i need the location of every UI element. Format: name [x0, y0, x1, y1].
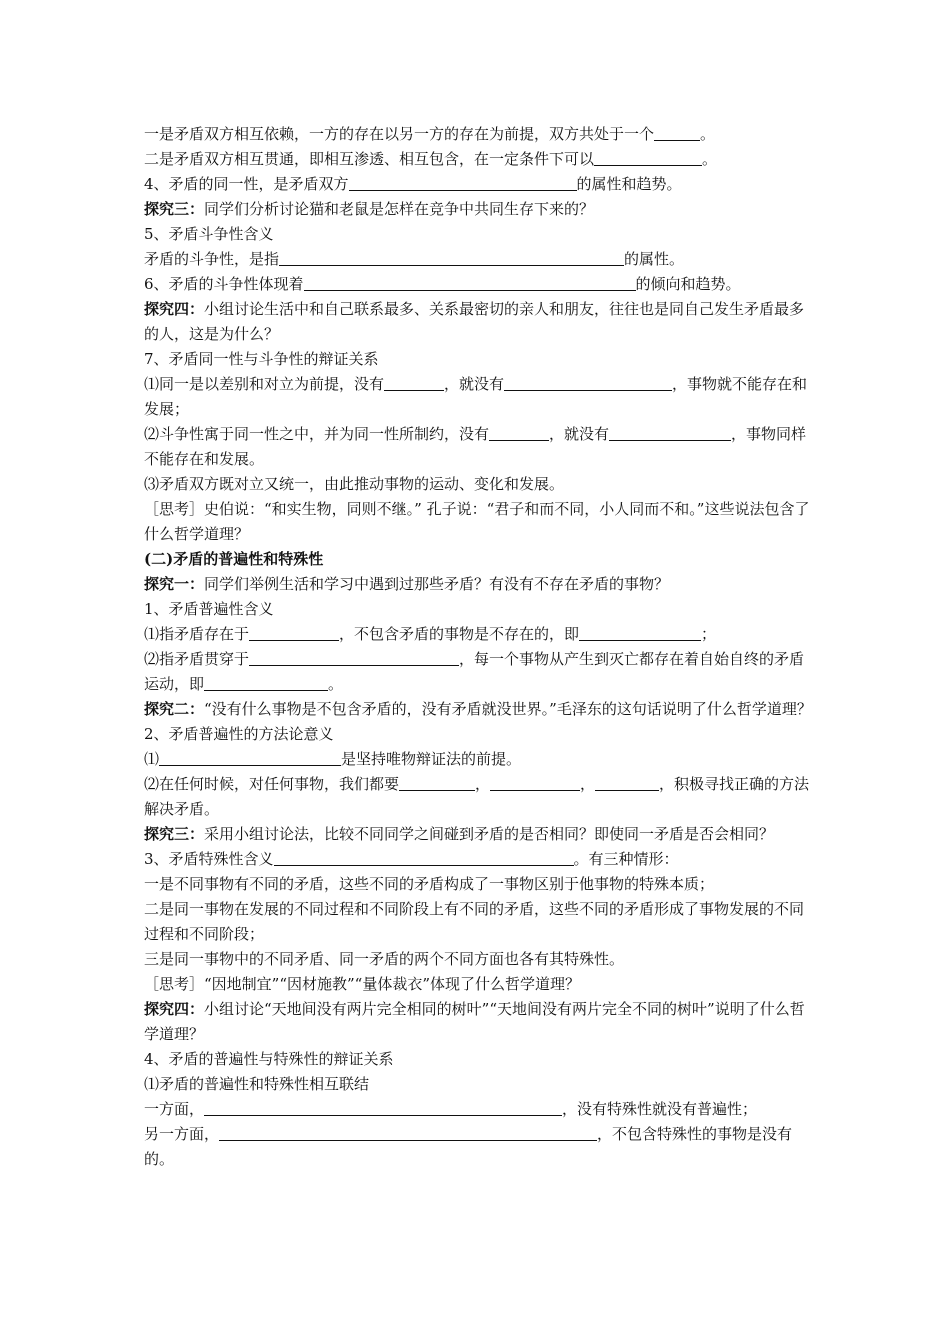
text: 。有三种情形：	[573, 850, 679, 868]
text: ［思考］史伯说：“和实生物，同则不继。” 孔子说：“君子和而不同，小人同而不和。”这些说法包含了什么哲学道理？	[144, 500, 810, 543]
text: 6、矛盾的斗争性体现着	[144, 275, 304, 293]
inquiry-4	[144, 297, 812, 347]
text: 二是同一事物在发展的不同过程和不同阶段上有不同的矛盾，这些不同的矛盾形成了事物发展的不同过程和不同阶段；	[144, 900, 805, 943]
fill-blank	[384, 374, 444, 391]
fill-blank	[504, 374, 672, 391]
text: 4、矛盾的普遍性与特殊性的辩证关系	[144, 1050, 394, 1068]
document-page	[144, 122, 812, 1172]
text: ，不包含特殊性的事物是没有的。	[144, 1125, 793, 1168]
text-paragraph	[144, 422, 812, 472]
text: ，	[475, 775, 491, 793]
text: ⑴矛盾的普遍性和特殊性相互联结	[144, 1075, 370, 1093]
text: 同学们举例生活和学习中遇到过那些矛盾？有没有不存在矛盾的事物？	[204, 575, 670, 593]
text-line	[144, 847, 812, 872]
text: 2、矛盾普遍性的方法论意义	[144, 725, 334, 743]
text-line	[144, 622, 812, 647]
text-line	[144, 472, 812, 497]
text: ，事物就不能存在和发展；	[144, 375, 808, 418]
fill-blank	[609, 424, 731, 441]
text: 矛盾的斗争性，是指	[144, 250, 280, 268]
text: ⑵在任何时候，对任何事物，我们都要	[144, 775, 400, 793]
inquiry-label: 探究三：	[144, 825, 205, 843]
text: 同学们分析讨论猫和老鼠是怎样在竞争中共同生存下来的？	[204, 200, 595, 218]
fill-blank	[249, 649, 459, 666]
inquiry-3	[144, 197, 812, 222]
inquiry-3b	[144, 822, 812, 847]
inquiry-4b	[144, 997, 812, 1047]
fill-blank	[489, 424, 549, 441]
text: ，不包含矛盾的事物是不存在的，即	[339, 625, 580, 643]
text: 一是不同事物有不同的矛盾，这些不同的矛盾构成了一事物区别于他事物的特殊本质；	[144, 875, 715, 893]
text: ，	[580, 775, 596, 793]
text: 7、矛盾同一性与斗争性的辩证关系	[144, 350, 379, 368]
text-line	[144, 172, 812, 197]
text: ，事物同样不能存在和发展。	[144, 425, 807, 468]
text: ⑴指矛盾存在于	[144, 625, 250, 643]
text: ⑴同一是以差别和对立为前提，没有	[144, 375, 385, 393]
text: 二是矛盾双方相互贯通，即相互渗透、相互包含，在一定条件下可以	[144, 150, 595, 168]
text: 。	[328, 675, 344, 693]
text: ⑵斗争性寓于同一性之中，并为同一性所制约，没有	[144, 425, 490, 443]
fill-blank	[399, 774, 475, 791]
text: 的属性和趋势。	[576, 175, 682, 193]
fill-blank	[279, 249, 624, 266]
text-paragraph	[144, 897, 812, 947]
fill-blank	[274, 849, 574, 866]
fill-blank	[204, 674, 328, 691]
text: 是坚持唯物辩证法的前提。	[341, 750, 522, 768]
text-line	[144, 122, 812, 147]
text-paragraph	[144, 772, 812, 822]
text-paragraph	[144, 372, 812, 422]
text: 。	[700, 125, 716, 143]
text: 。	[702, 150, 718, 168]
fill-blank	[159, 749, 341, 766]
text: 小组讨论“天地间没有两片完全相同的树叶”“天地间没有两片完全不同的树叶”说明了什么哲学道理？	[144, 1000, 805, 1043]
text: 5、矛盾斗争性含义	[144, 225, 274, 243]
inquiry-2	[144, 697, 812, 722]
fill-blank	[304, 274, 636, 291]
text-paragraph	[144, 1122, 812, 1172]
inquiry-label: 探究二：	[144, 700, 205, 718]
text: 1、矛盾普遍性含义	[144, 600, 274, 618]
inquiry-label: 探究三：	[144, 200, 205, 218]
text: “没有什么事物是不包含矛盾的，没有矛盾就没世界。”毛泽东的这句话说明了什么哲学道理？	[204, 700, 812, 718]
text: ⑵指矛盾贯穿于	[144, 650, 250, 668]
text: ；	[701, 625, 717, 643]
inquiry-label: 探究四：	[144, 1000, 205, 1018]
text: 3、矛盾特殊性含义	[144, 850, 274, 868]
fill-blank	[249, 624, 339, 641]
section-title	[144, 597, 812, 622]
text: 的倾向和趋势。	[635, 275, 741, 293]
text: ⑶矛盾双方既对立又统一，由此推动事物的运动、变化和发展。	[144, 475, 565, 493]
text: 的属性。	[624, 250, 685, 268]
fill-blank	[219, 1124, 597, 1141]
inquiry-label: 探究四：	[144, 300, 205, 318]
text-line	[144, 247, 812, 272]
text: 三是同一事物中的不同矛盾、同一矛盾的两个不同方面也各有其特殊性。	[144, 950, 625, 968]
text-line	[144, 747, 812, 772]
text: 采用小组讨论法，比较不同同学之间碰到矛盾的是否相同？即使同一矛盾是否会相同？	[204, 825, 775, 843]
text: 一是矛盾双方相互依赖，一方的存在以另一方的存在为前提，双方共处于一个	[144, 125, 655, 143]
text-line	[144, 147, 812, 172]
fill-blank	[349, 174, 577, 191]
fill-blank	[579, 624, 701, 641]
fill-blank	[490, 774, 580, 791]
section-title	[144, 1047, 812, 1072]
text: 一方面，	[144, 1100, 205, 1118]
think-question	[144, 497, 812, 547]
inquiry-label: 探究一：	[144, 575, 205, 593]
text: ，就没有	[444, 375, 505, 393]
text: ⑴	[144, 750, 160, 768]
text: ，就没有	[549, 425, 610, 443]
text-paragraph	[144, 647, 812, 697]
section-title	[144, 722, 812, 747]
text-line	[144, 1097, 812, 1122]
text: ，积极寻找正确的方法解决矛盾。	[144, 775, 810, 818]
fill-blank	[595, 774, 659, 791]
section-heading	[144, 547, 812, 572]
text-line	[144, 1072, 812, 1097]
text: ，没有特殊性就没有普遍性；	[562, 1100, 758, 1118]
text: (二)矛盾的普遍性和特殊性	[144, 550, 324, 568]
text: 小组讨论生活中和自己联系最多、关系最密切的亲人和朋友，往往也是同自己发生矛盾最多的人，这是为什么？	[144, 300, 805, 343]
text: 另一方面，	[144, 1125, 220, 1143]
fill-blank	[594, 149, 702, 166]
think-question	[144, 972, 812, 997]
inquiry-1	[144, 572, 812, 597]
text: ［思考］“因地制宜”“因材施教”“量体裁衣”体现了什么哲学道理？	[144, 975, 581, 993]
text-line	[144, 947, 812, 972]
text: 4、矛盾的同一性，是矛盾双方	[144, 175, 349, 193]
text-line	[144, 272, 812, 297]
section-title	[144, 347, 812, 372]
text-paragraph	[144, 872, 812, 897]
text: ，每一个事物从产生到灭亡都存在着自始自终的矛盾运动，即	[144, 650, 805, 693]
fill-blank	[654, 124, 700, 141]
section-title	[144, 222, 812, 247]
fill-blank	[204, 1099, 562, 1116]
